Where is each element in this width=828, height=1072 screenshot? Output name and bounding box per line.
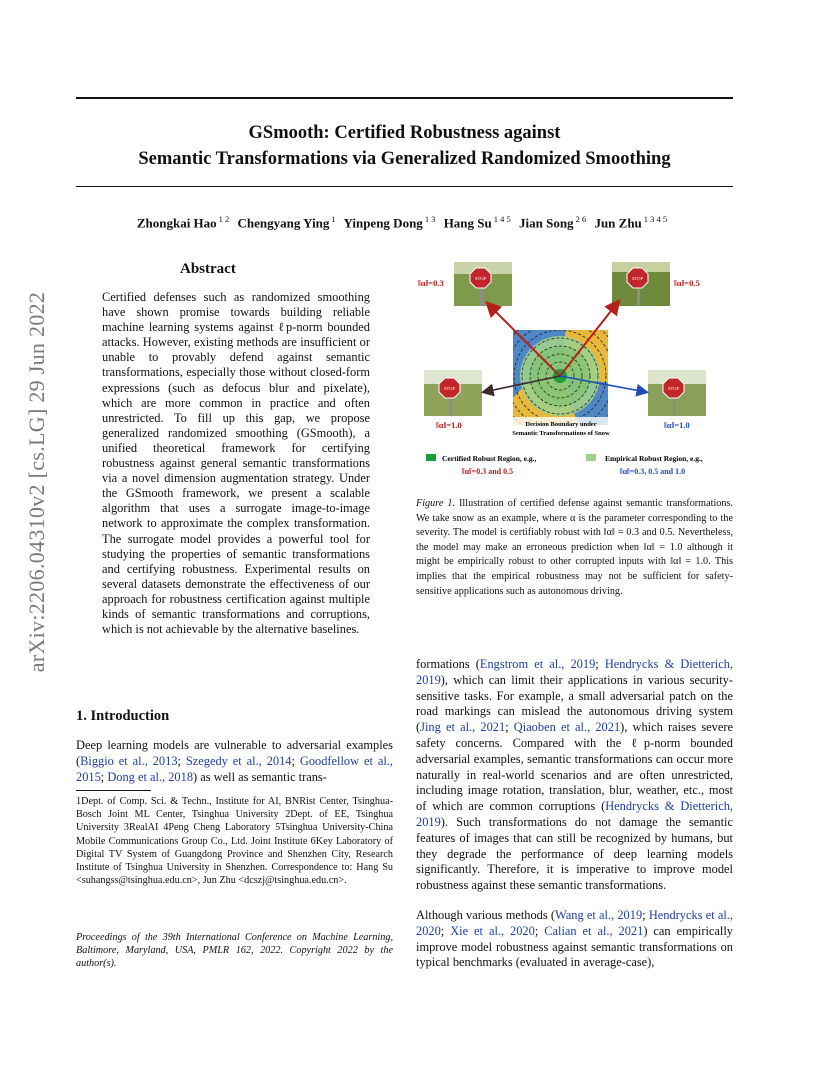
- body-text: ), which can limit their applications in various security-sensitive tasks. For example, a small adversarial patch on the road markings can mislead the autonomous driving system (: [416, 672, 733, 735]
- section-heading-introduction: 1. Introduction: [76, 708, 170, 724]
- legend-swatch-empirical: [586, 454, 596, 461]
- citation-link[interactable]: Qiaoben et al., 2021: [513, 720, 621, 735]
- author-affiliation: 1 4 5: [493, 214, 511, 224]
- stop-sign-text: STOP: [444, 386, 455, 391]
- author-affiliation: 1 3: [424, 214, 436, 224]
- body-text: ) can empirically improve model robustness against semantic transformations on typical benchmarks (evaluated in average-case),: [416, 923, 733, 970]
- body-text: ;: [534, 923, 545, 938]
- intro-text: ) as well as semantic trans-: [193, 769, 327, 784]
- intro-text: ;: [291, 753, 300, 768]
- title-line-1: GSmooth: Certified Robustness against: [248, 123, 561, 143]
- author-list: [76, 214, 733, 231]
- intro-text: Deep learning models are vulnerable to adversarial examples (: [76, 738, 393, 768]
- intro-text: ;: [177, 753, 186, 768]
- stop-sign-image-tl: [454, 262, 512, 306]
- body-text: ;: [642, 908, 649, 922]
- author-name: Yinpeng Dong: [343, 215, 423, 231]
- citation-link[interactable]: Biggio et al., 2013: [80, 753, 178, 768]
- abstract-text: Certified defenses such as randomized smoothing have shown promise towards building reliable machine learning systems against ℓp-norm bounded attacks. However, existing methods are insufficient or unable to provably defend against semantic transformations, especially those without closed-form expressions (such as defocus blur and pixelate), which are more common in practice and often unrestricted. To fill up this gap, we propose generalized randomized smoothing (GSmooth), a unified theoretical framework for certifying robustness against general semantic transformations via a novel dimension augmentation strategy. Under the GSmooth framework, we present a scalable algorithm that uses a surrogate image-to-image network to approximate the complex transformation. The surrogate model provides a powerful tool for studying the properties of semantic transformations and certifying robustness. Experimental results on several datasets demonstrate the effectiveness of our approach for robustness certification against multiple kinds of semantic transformations and corruptions, which is not achievable by the alternative baselines.: [102, 290, 370, 637]
- body-text: ;: [505, 720, 514, 735]
- author-name: Jian Song: [519, 215, 574, 231]
- footnote-rule: [76, 790, 151, 791]
- legend-empirical-label: Empirical Robust Region, e.g.,: [605, 454, 703, 463]
- legend-certified-label: Certified Robust Region, e.g.,: [442, 454, 537, 463]
- figure-1-caption: [416, 497, 733, 599]
- citation-link[interactable]: Hendrycks & Dietterich, 2019: [416, 799, 733, 829]
- author-affiliation: 1 2: [218, 214, 230, 224]
- boundary-label-line-1: Decision Boundary under: [525, 421, 597, 428]
- stop-sign-text: STOP: [632, 276, 643, 281]
- stop-sign-image-tr: [612, 262, 670, 306]
- intro-text: ;: [100, 769, 108, 784]
- label-alpha-1-0-right: ‖α‖=1.0: [664, 420, 690, 430]
- body-text: formations (: [416, 657, 480, 671]
- body-text: ;: [440, 923, 451, 938]
- stop-sign-text: STOP: [668, 386, 679, 391]
- paper-title: [76, 120, 733, 172]
- right-paragraph-1: [416, 657, 733, 894]
- citation-link[interactable]: Hendrycks & Dietterich, 2019: [416, 657, 733, 687]
- stop-sign-text: STOP: [475, 276, 486, 281]
- body-text: Although various methods (: [416, 908, 556, 922]
- stop-sign-image-bl: [424, 370, 482, 416]
- stop-sign-image-br: [648, 370, 706, 416]
- citation-link[interactable]: Xie et al., 2020: [450, 923, 535, 938]
- citation-link[interactable]: Engstrom et al., 2019: [479, 657, 596, 671]
- body-text: ;: [595, 657, 605, 671]
- citation-link[interactable]: Calian et al., 2021: [544, 923, 644, 938]
- arxiv-stamp: arXiv:2206.04310v2 [cs.LG] 29 Jun 2022: [24, 291, 49, 673]
- title-top-rule: [76, 97, 733, 99]
- author-affiliation: 1 3 4 5: [643, 214, 668, 224]
- author-name: Zhongkai Hao: [136, 215, 217, 231]
- proceedings-note: [76, 931, 393, 971]
- body-text: ), which raises severe safety concerns. Compared with the ℓp-norm bounded adversarial examples, semantic transformations can occur more naturally in real-world scenarios and are often unrestricted, including image rotation, translation, blur, weather, etc., most of which are common corruptions (: [416, 720, 734, 814]
- right-paragraph-2: [416, 908, 733, 971]
- legend-certified-value: ‖α‖=0.3 and 0.5: [462, 467, 514, 476]
- caption-label: Figure 1.: [416, 498, 456, 509]
- author-name: Hang Su: [443, 215, 492, 231]
- legend-empirical-value: ‖α‖=0.3, 0.5 and 1.0: [620, 467, 686, 476]
- legend-swatch-certified: [426, 454, 436, 461]
- label-alpha-0-5: ‖α‖=0.5: [674, 278, 700, 288]
- label-alpha-0-3: ‖α‖=0.3: [418, 278, 444, 288]
- citation-link[interactable]: Goodfellow et al., 2015: [76, 753, 393, 784]
- citation-link[interactable]: Hendrycks et al., 2020: [416, 908, 734, 938]
- title-line-2: Semantic Transformations via Generalized Randomized Smoothing: [138, 149, 671, 169]
- affiliation-footnote: 1Dept. of Comp. Sci. & Techn., Institute for AI, BNRist Center, Tsinghua-Bosch Joint ML Center, Tsinghua University 2Dept. of EE, Tsinghua University 3RealAI 4Peng Cheng Laboratory 5Tsinghua University-China Mobile Communications Group Co., Ltd. Joint Institute 6Key Laboratory of Digital TV System of Guangdong Province and Shenzhen City, Research Institute of Tsinghua University in Shenzhen. Correspondence to: Hang Su <suhangss@tsinghua.edu.cn>, Jun Zhu <dcszj@tsinghua.edu.cn>.: [76, 796, 393, 887]
- caption-text: Illustration of certified defense against semantic transformations. We take snow as an example, where α is the parameter corresponding to the severity. The model is certifiably robust with ‖α‖ = 0.3 and 0.5. Nevertheless, the model may make an erroneous prediction when ‖α‖ = 1.0 although it might be empirically robust to other corrupted inputs with ‖α‖ = 1.0. This implies that the empirical robustness may not be sufficient for safety-sensitive applications such as autonomous driving.: [416, 498, 733, 597]
- author-name: Jun Zhu: [594, 215, 642, 231]
- citation-link[interactable]: Szegedy et al., 2014: [185, 753, 292, 768]
- author-affiliation: 2 6: [575, 214, 587, 224]
- label-alpha-1-0-left: ‖α‖=1.0: [436, 420, 462, 430]
- boundary-label-line-2: Semantic Transformations of Snow: [512, 430, 610, 437]
- proceedings-text: Proceedings of the 39th International Conference on Machine Learning, Baltimore, Maryland, USA, PMLR 162, 2022. Copyright 2022 by the author(s).: [76, 932, 393, 970]
- citation-link[interactable]: Dong et al., 2018: [107, 769, 194, 784]
- figure-1: [416, 258, 733, 483]
- intro-paragraph: [76, 738, 393, 785]
- author-affiliation: 1: [331, 214, 336, 224]
- author-name: Chengyang Ying: [237, 215, 330, 231]
- body-text: ). Such transformations do not damage the semantic features of images that can still be recognized by humans, but they degrade the performance of deep learning models significantly. Therefore, it is imperative to improve model robustness against these semantic transformations.: [416, 814, 733, 893]
- citation-link[interactable]: Wang et al., 2019: [555, 908, 643, 922]
- title-bottom-rule: [76, 186, 733, 187]
- citation-link[interactable]: Jing et al., 2021: [420, 720, 506, 735]
- abstract-heading: Abstract: [180, 261, 236, 277]
